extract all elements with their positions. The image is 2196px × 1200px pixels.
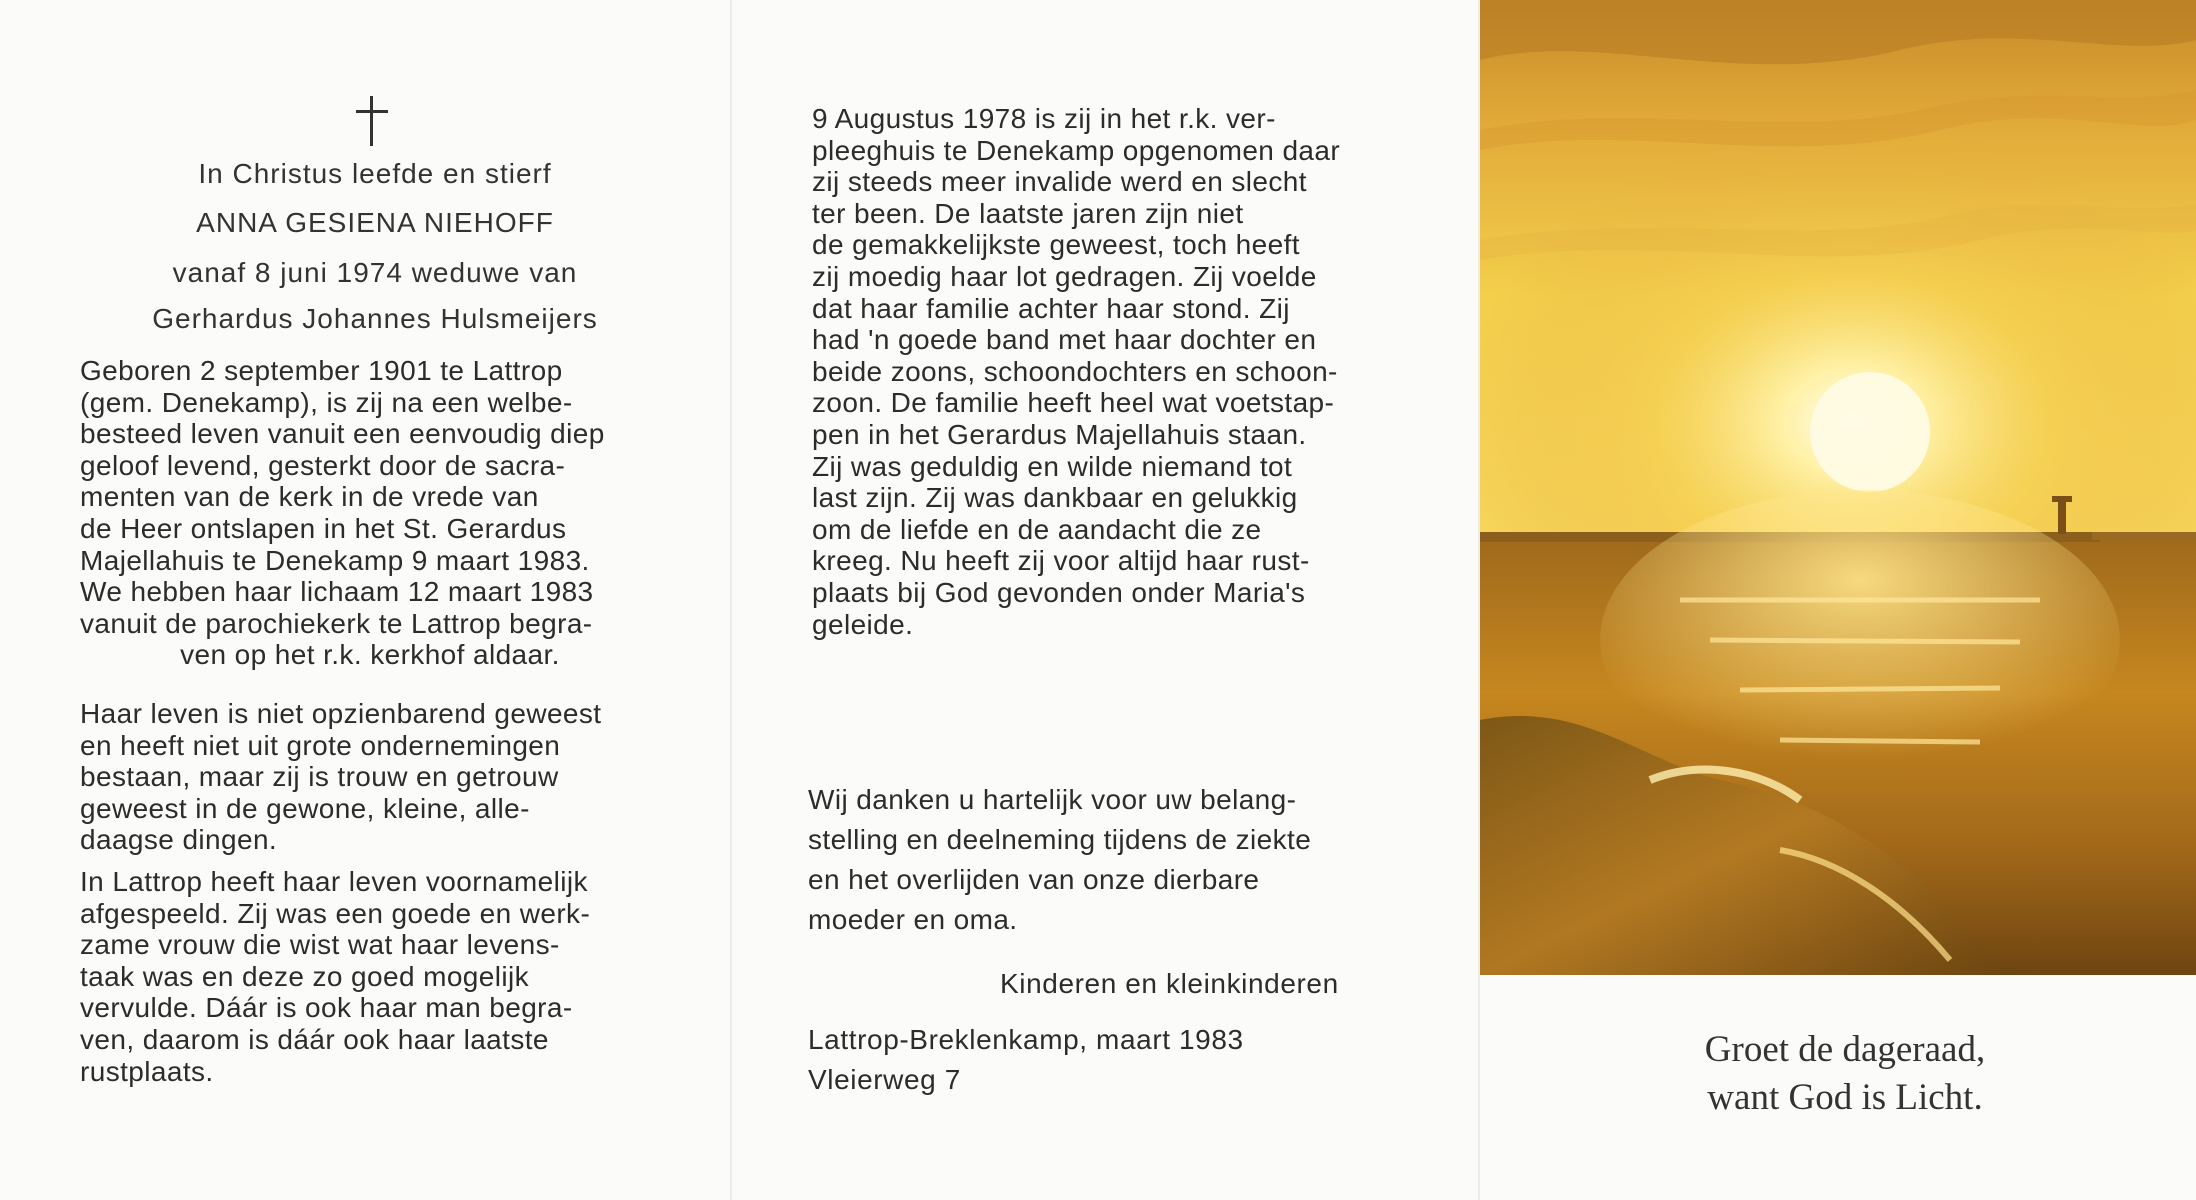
text-line: Zij was geduldig en wilde niemand tot [812,450,1293,482]
text-line: geweest in de gewone, kleine, alle- [80,792,530,824]
left-panel [0,0,730,1200]
text-line: rustplaats. [80,1055,214,1087]
text-line: kreeg. Nu heeft zij voor altijd haar rust- [812,545,1310,577]
husband-name: Gerhardus Johannes Hulsmeijers [152,303,598,334]
signature: Kinderen en kleinkinderen [1000,968,1339,999]
text-line: Wij danken u hartelijk voor uw belang- [808,784,1297,815]
text-line: afgespeeld. Zij was een goede en werk- [80,897,591,929]
thanks-paragraph [808,780,1390,940]
text-line: taak was en deze zo goed mogelijk [80,960,530,992]
place-date: Lattrop-Breklenkamp, maart 1983 [808,1024,1244,1055]
sunset-sea-photo [1480,0,2196,975]
cross-icon [356,96,388,146]
text-line: en het overlijden van onze dierbare [808,864,1260,895]
text-line: zij steeds meer invalide werd en slecht [812,166,1307,198]
text-line: geloof levend, gesterkt door de sacra- [80,449,566,481]
text-line: stelling en deelneming tijdens de ziekte [808,824,1312,855]
text-line: last zijn. Zij was dankbaar en gelukkig [812,482,1298,514]
text-line: pleeghuis te Denekamp opgenomen daar [812,134,1341,166]
text-line: zoon. De familie heeft heel wat voetstap- [812,387,1335,419]
text-line: en heeft niet uit grote ondernemingen [80,729,561,761]
nursing-home-paragraph [812,103,1392,640]
biography-paragraph [80,355,660,671]
text-line: menten van de kerk in de vrede van [80,481,539,513]
text-line: In Lattrop heeft haar leven voornamelijk [80,866,588,897]
motto-line-1: Groet de dageraad, [1704,1029,1986,1070]
text-line: zame vrouw die wist wat haar levens- [80,929,560,961]
text-line: bestaan, maar zij is trouw en getrouw [80,761,559,793]
lattrop-paragraph [80,866,660,1087]
intro-line: In Christus leefde en stierf [198,158,552,189]
text-line: plaats bij God gevonden onder Maria's [812,576,1306,608]
text-line: om de liefde en de aandacht die ze [812,513,1262,545]
text-line: moeder en oma. [808,904,1018,935]
text-line: We hebben haar lichaam 12 maart 1983 [80,576,594,608]
text-line: beide zoons, schoondochters en schoon- [812,355,1338,387]
motto-line-2: want God is Licht. [1707,1077,1983,1118]
text-line: Haar leven is niet opzienbarend geweest [80,698,602,729]
text-line: geleide. [812,608,914,640]
widow-line: vanaf 8 juni 1974 weduwe van [172,257,578,288]
text-line: de gemakkelijkste geweest, toch heeft [812,229,1300,261]
life-paragraph [80,698,660,856]
text-line: dat haar familie achter haar stond. Zij [812,292,1290,324]
text-line: zij moedig haar lot gedragen. Zij voelde [812,260,1317,292]
text-line: vervulde. Dáár is ook haar man begra- [80,992,573,1024]
text-line: pen in het Gerardus Majellahuis staan. [812,418,1307,450]
deceased-name: ANNA GESIENA NIEHOFF [196,207,554,238]
text-line: Majellahuis te Denekamp 9 maart 1983. [80,544,590,576]
text-line: had 'n goede band met haar dochter en [812,324,1317,356]
text-line: 9 Augustus 1978 is zij in het r.k. ver- [812,103,1276,134]
text-line: (gem. Denekamp), is zij na een welbe- [80,386,573,418]
text-line: daagse dingen. [80,824,278,856]
text-line: ven op het r.k. kerkhof aldaar. [180,639,560,671]
text-line: besteed leven vanuit een eenvoudig diep [80,418,605,450]
text-line: ter been. De laatste jaren zijn niet [812,197,1244,229]
text-line: Geboren 2 september 1901 te Lattrop [80,355,563,386]
text-line: ven, daarom is dáár ook haar laatste [80,1023,549,1055]
text-line: de Heer ontslapen in het St. Gerardus [80,512,567,544]
address: Vleierweg 7 [808,1064,961,1095]
text-line: vanuit de parochiekerk te Lattrop begra- [80,607,593,639]
middle-panel [730,0,1478,1200]
